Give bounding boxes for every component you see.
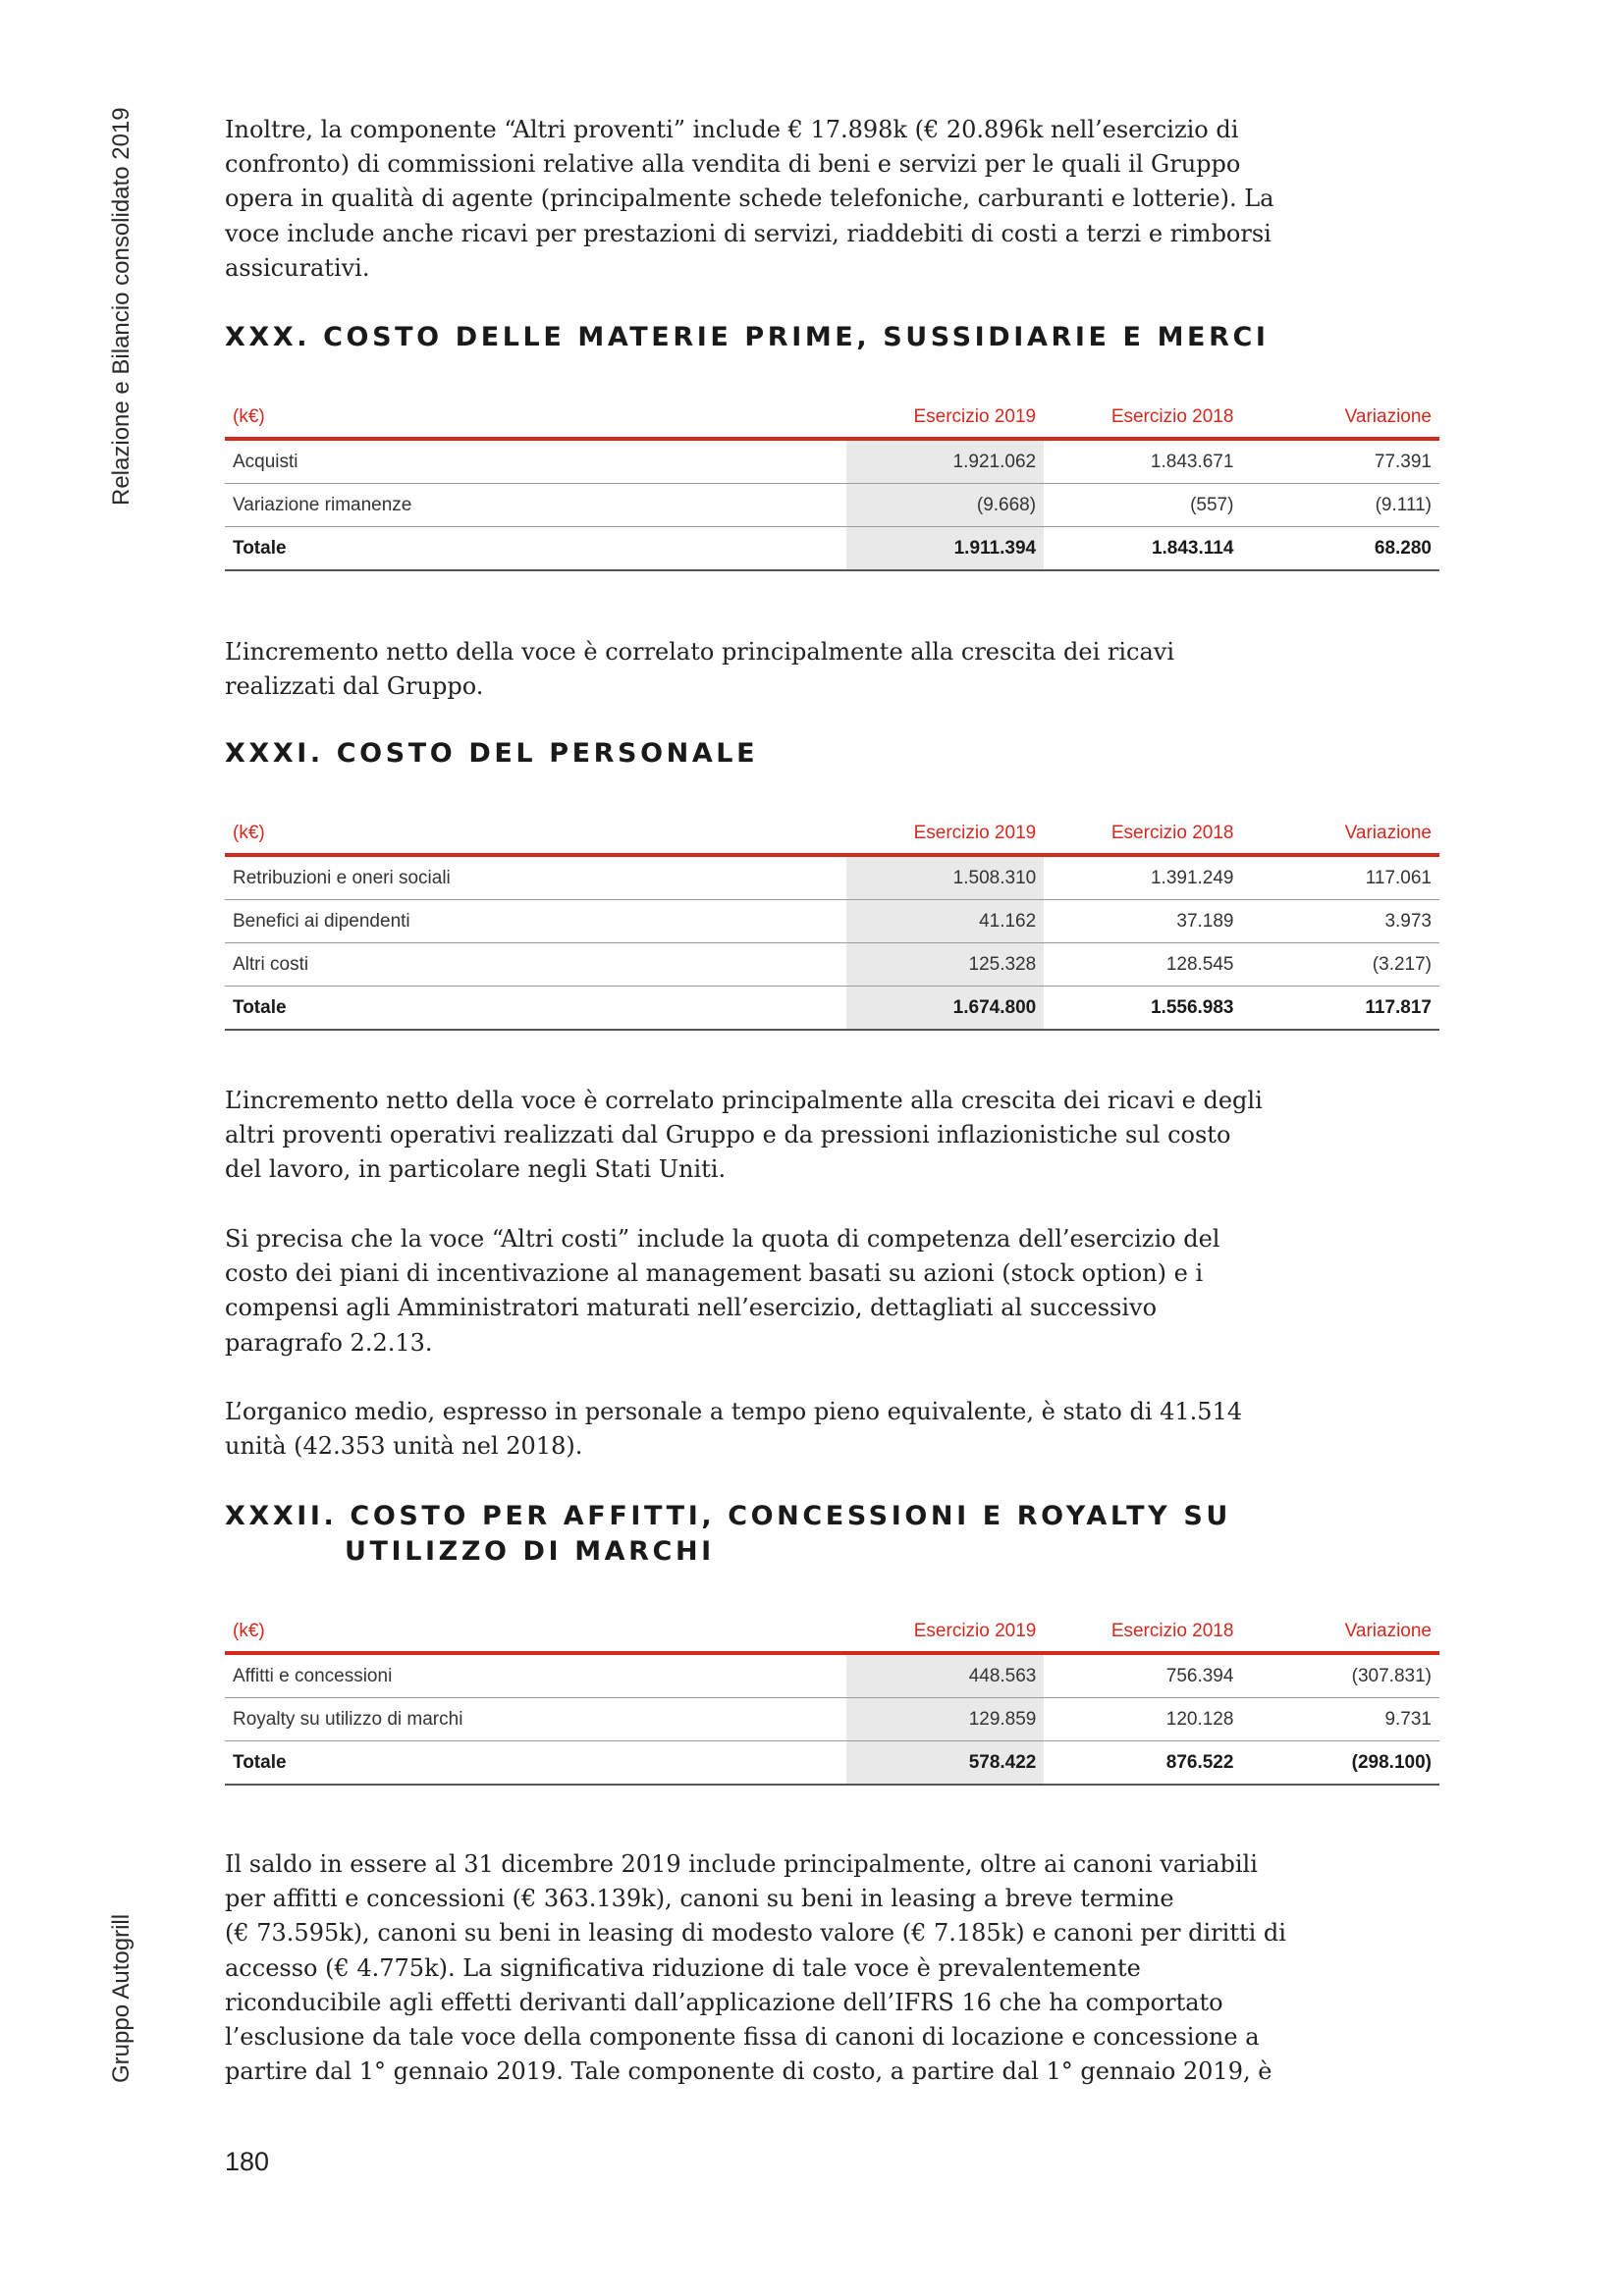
row-label: Altri costi bbox=[225, 943, 846, 987]
text-line: realizzati dal Gruppo. bbox=[225, 672, 484, 701]
text-line: l’esclusione da tale voce della componente fissa di canoni di locazione e concessione a bbox=[225, 2023, 1260, 2052]
row-label: Acquisti bbox=[225, 439, 846, 484]
year-2018-header: Esercizio 2018 bbox=[1044, 814, 1241, 855]
row-label: Royalty su utilizzo di marchi bbox=[225, 1698, 846, 1741]
variation-header: Variazione bbox=[1241, 398, 1439, 439]
text-line: L’incremento netto della voce è correlato principalmente alla crescita dei ricavi e degli bbox=[225, 1087, 1263, 1114]
year-2019-header: Esercizio 2019 bbox=[846, 398, 1044, 439]
report-title-vertical: Relazione e Bilancio consolidato 2019 bbox=[108, 107, 135, 506]
table-header-row bbox=[225, 814, 1439, 855]
intro-paragraph bbox=[225, 113, 1274, 286]
text-line: L’incremento netto della voce è correlato principalmente alla crescita dei ricavi bbox=[225, 638, 1175, 666]
value-2018: 756.394 bbox=[1044, 1653, 1241, 1698]
year-2018-header: Esercizio 2018 bbox=[1044, 398, 1241, 439]
table-row bbox=[225, 439, 1439, 484]
total-variation: (298.100) bbox=[1241, 1741, 1439, 1786]
row-label: Retribuzioni e oneri sociali bbox=[225, 855, 846, 900]
value-variation: 117.061 bbox=[1242, 855, 1440, 900]
section-xxxi-note-1 bbox=[225, 1084, 1263, 1188]
value-2019: (9.668) bbox=[846, 484, 1044, 527]
total-variation: 117.817 bbox=[1242, 987, 1440, 1031]
materie-prime-table bbox=[225, 398, 1439, 571]
unit-header: (k€) bbox=[225, 1612, 846, 1653]
text-line: (€ 73.595k), canoni su beni in leasing di modesto valore (€ 7.185k) e canoni per diritti di bbox=[225, 1919, 1286, 1948]
table-row bbox=[225, 943, 1439, 987]
text-line: Si precisa che la voce “Altri costi” include la quota di competenza dell’esercizio del bbox=[225, 1225, 1220, 1253]
text-line: del lavoro, in particolare negli Stati Uniti. bbox=[225, 1155, 727, 1184]
text-line: opera in qualità di agente (principalmente schede telefoniche, carburanti e lotterie). La bbox=[225, 185, 1274, 213]
table-row bbox=[225, 1698, 1439, 1741]
row-label: Variazione rimanenze bbox=[225, 484, 846, 527]
value-2019: 41.162 bbox=[846, 900, 1044, 943]
value-2019: 1.921.062 bbox=[846, 439, 1044, 484]
table-header-row bbox=[225, 398, 1439, 439]
personale-table bbox=[225, 814, 1439, 1031]
table-row bbox=[225, 1653, 1439, 1698]
value-2018: (557) bbox=[1044, 484, 1241, 527]
text-line: L’organico medio, espresso in personale a tempo pieno equivalente, è stato di 41.514 bbox=[225, 1398, 1243, 1425]
value-variation: 77.391 bbox=[1241, 439, 1439, 484]
value-2019: 1.508.310 bbox=[846, 855, 1044, 900]
text-line: assicurativi. bbox=[225, 253, 370, 282]
total-2018: 1.556.983 bbox=[1044, 987, 1241, 1031]
variation-header: Variazione bbox=[1241, 1612, 1439, 1653]
text-line: accesso (€ 4.775k). La significativa riduzione di tale voce è prevalentemente bbox=[225, 1953, 1141, 1982]
text-line: costo dei piani di incentivazione al management basati su azioni (stock option) e i bbox=[225, 1259, 1204, 1288]
value-variation: (9.111) bbox=[1241, 484, 1439, 527]
text-line: partire dal 1° gennaio 2019. Tale componente di costo, a partire dal 1° gennaio 2019, è bbox=[225, 2057, 1272, 2086]
heading-line: UTILIZZO DI MARCHI bbox=[345, 1536, 715, 1567]
total-2019: 578.422 bbox=[846, 1741, 1044, 1786]
total-label: Totale bbox=[225, 527, 846, 571]
text-line: riconducibile agli effetti derivanti dall’applicazione dell’IFRS 16 che ha comportato bbox=[225, 1988, 1223, 2016]
total-label: Totale bbox=[225, 1741, 846, 1786]
text-line: Il saldo in essere al 31 dicembre 2019 include principalmente, oltre ai canoni variabili bbox=[225, 1850, 1258, 1878]
text-line: compensi agli Amministratori maturati nell’esercizio, dettagliati al successivo bbox=[225, 1294, 1158, 1322]
company-name-vertical: Gruppo Autogrill bbox=[108, 1913, 135, 2083]
unit-header: (k€) bbox=[225, 398, 846, 439]
value-2019: 129.859 bbox=[846, 1698, 1044, 1741]
table-row bbox=[225, 855, 1439, 900]
value-variation: 3.973 bbox=[1242, 900, 1440, 943]
section-xxxii-heading bbox=[225, 1499, 1231, 1570]
total-2018: 876.522 bbox=[1044, 1741, 1241, 1786]
value-2018: 120.128 bbox=[1044, 1698, 1241, 1741]
text-line: per affitti e concessioni (€ 363.139k), canoni su beni in leasing a breve termine bbox=[225, 1885, 1174, 1913]
value-2018: 37.189 bbox=[1044, 900, 1241, 943]
section-xxx-note bbox=[225, 635, 1175, 704]
table-header-row bbox=[225, 1612, 1439, 1653]
text-line: voce include anche ricavi per prestazioni di servizi, riaddebiti di costi a terzi e rimborsi bbox=[225, 219, 1272, 247]
value-variation: 9.731 bbox=[1241, 1698, 1439, 1741]
total-variation: 68.280 bbox=[1241, 527, 1439, 571]
table-total-row bbox=[225, 1741, 1439, 1786]
section-xxxi-note-2 bbox=[225, 1222, 1220, 1361]
table-row bbox=[225, 900, 1439, 943]
affitti-table bbox=[225, 1612, 1439, 1786]
value-variation: (3.217) bbox=[1242, 943, 1440, 987]
variation-header: Variazione bbox=[1242, 814, 1440, 855]
text-line: altri proventi operativi realizzati dal Gruppo e da pressioni inflazionistiche sul costo bbox=[225, 1121, 1231, 1149]
total-2018: 1.843.114 bbox=[1044, 527, 1241, 571]
unit-header: (k€) bbox=[225, 814, 846, 855]
value-2019: 125.328 bbox=[846, 943, 1044, 987]
page-number: 180 bbox=[225, 2147, 270, 2176]
text-line: confronto) di commissioni relative alla vendita di beni e servizi per le quali il Gruppo bbox=[225, 150, 1241, 179]
total-label: Totale bbox=[225, 987, 846, 1031]
year-2019-header: Esercizio 2019 bbox=[846, 814, 1044, 855]
total-2019: 1.911.394 bbox=[846, 527, 1044, 571]
section-xxxi-note-3 bbox=[225, 1395, 1243, 1464]
table-total-row bbox=[225, 527, 1439, 571]
row-label: Benefici ai dipendenti bbox=[225, 900, 846, 943]
section-xxxi-heading: XXXI. COSTO DEL PERSONALE bbox=[225, 738, 759, 769]
value-2018: 1.391.249 bbox=[1044, 855, 1241, 900]
heading-line: XXXII. COSTO PER AFFITTI, CONCESSIONI E ROYALTY SU bbox=[225, 1501, 1231, 1531]
table-row bbox=[225, 484, 1439, 527]
value-2018: 128.545 bbox=[1044, 943, 1241, 987]
value-2018: 1.843.671 bbox=[1044, 439, 1241, 484]
section-xxxii-note bbox=[225, 1847, 1286, 2089]
text-line: Inoltre, la componente “Altri proventi” include € 17.898k (€ 20.896k nell’esercizio di bbox=[225, 116, 1239, 143]
year-2018-header: Esercizio 2018 bbox=[1044, 1612, 1241, 1653]
value-variation: (307.831) bbox=[1241, 1653, 1439, 1698]
text-line: unità (42.353 unità nel 2018). bbox=[225, 1432, 583, 1461]
total-2019: 1.674.800 bbox=[846, 987, 1044, 1031]
year-2019-header: Esercizio 2019 bbox=[846, 1612, 1044, 1653]
row-label: Affitti e concessioni bbox=[225, 1653, 846, 1698]
section-xxx-heading: XXX. COSTO DELLE MATERIE PRIME, SUSSIDIARIE E MERCI bbox=[225, 322, 1270, 352]
text-line: paragrafo 2.2.13. bbox=[225, 1328, 433, 1357]
table-total-row bbox=[225, 987, 1439, 1031]
value-2019: 448.563 bbox=[846, 1653, 1044, 1698]
